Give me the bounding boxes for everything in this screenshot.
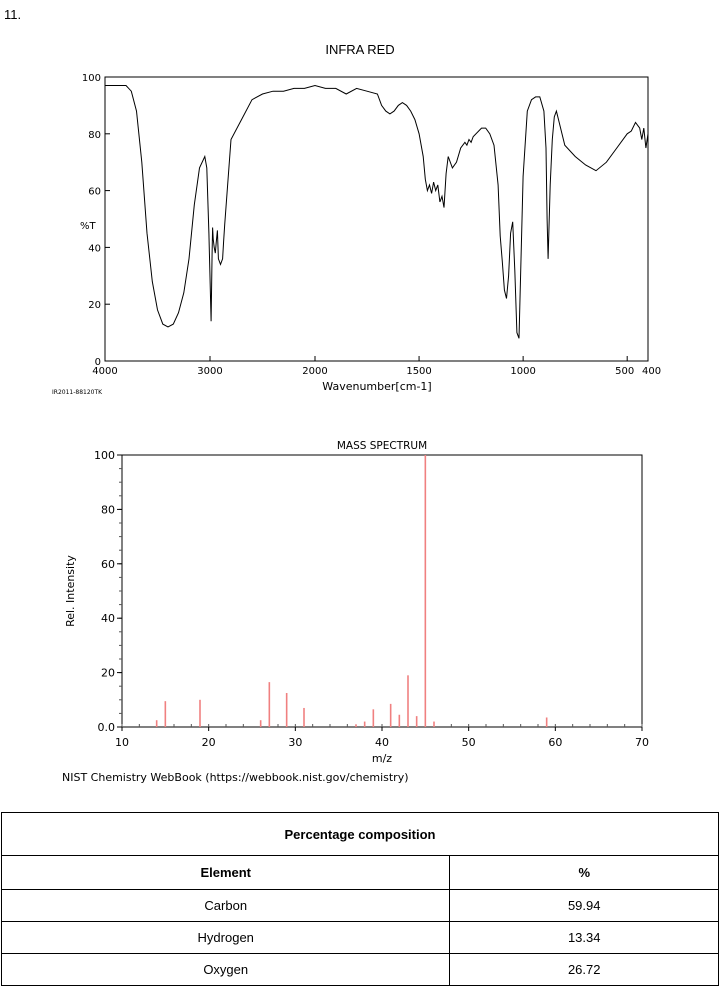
table-row [2, 922, 719, 954]
ms-x-tick-label: 70 [635, 736, 649, 749]
ir-y-tick-label: 80 [88, 129, 101, 141]
source-note: NIST Chemistry WebBook (https://webbook.nist.gov/chemistry) [62, 771, 409, 784]
cell-element: Carbon [2, 890, 450, 922]
cell-percent: 59.94 [450, 890, 719, 922]
table-caption: Percentage composition [2, 813, 719, 856]
ir-x-axis-label: Wavenumber[cm-1] [322, 380, 432, 393]
ms-x-tick-label: 10 [115, 736, 129, 749]
ir-x-tick-label: 400 [642, 366, 662, 377]
ms-y-tick-label: 80 [101, 503, 115, 517]
header-percent: % [450, 856, 719, 890]
ms-x-tick-label: 40 [375, 736, 389, 749]
cell-element: Oxygen [2, 954, 450, 986]
ms-x-tick-label: 20 [201, 736, 216, 749]
cell-element: Hydrogen [2, 922, 450, 954]
ir-y-tick-label: 60 [88, 186, 101, 198]
ir-x-tick-label: 1500 [406, 366, 432, 377]
table-row [2, 890, 719, 922]
ir-x-tick-label: 2000 [302, 366, 328, 377]
ir-x-tick-label: 3000 [197, 366, 223, 377]
ms-y-axis-label: Rel. Intensity [64, 555, 77, 627]
cell-percent: 13.34 [450, 922, 719, 954]
ir-code-label: IR2011-88120TK [52, 389, 103, 396]
ir-chart-title: INFRA RED [325, 42, 395, 57]
ms-chart-title: MASS SPECTRUM [336, 440, 428, 452]
composition-table [1, 812, 719, 986]
ms-y-tick-label: 40 [101, 612, 115, 626]
cell-percent: 26.72 [450, 954, 719, 986]
ir-y-tick-label: 100 [81, 73, 101, 84]
ms-plot-frame [122, 455, 642, 727]
ms-x-tick-label: 30 [288, 736, 303, 749]
ir-y-tick-label: 0 [94, 357, 101, 368]
ms-y-tick-label: 100 [94, 449, 115, 462]
ms-x-tick-label: 60 [548, 736, 563, 749]
question-number: 11. [4, 7, 22, 22]
ir-x-tick-label: 1000 [510, 366, 536, 377]
ms-x-tick-label: 50 [461, 736, 476, 749]
ms-y-tick-label: 20 [101, 666, 115, 680]
ir-y-tick-label: 20 [88, 300, 101, 312]
ir-x-tick-label: 500 [615, 366, 635, 377]
ir-y-tick-label: 40 [88, 243, 101, 255]
ir-x-tick-label: 4000 [92, 366, 118, 377]
header-element: Element [2, 856, 450, 890]
ms-x-axis-label: m/z [371, 752, 393, 765]
ir-y-axis-label: %T [80, 221, 96, 232]
table-row [2, 954, 719, 986]
ms-y-tick-label: 60 [101, 557, 115, 571]
ms-y-tick-label: 0.0 [97, 721, 115, 734]
